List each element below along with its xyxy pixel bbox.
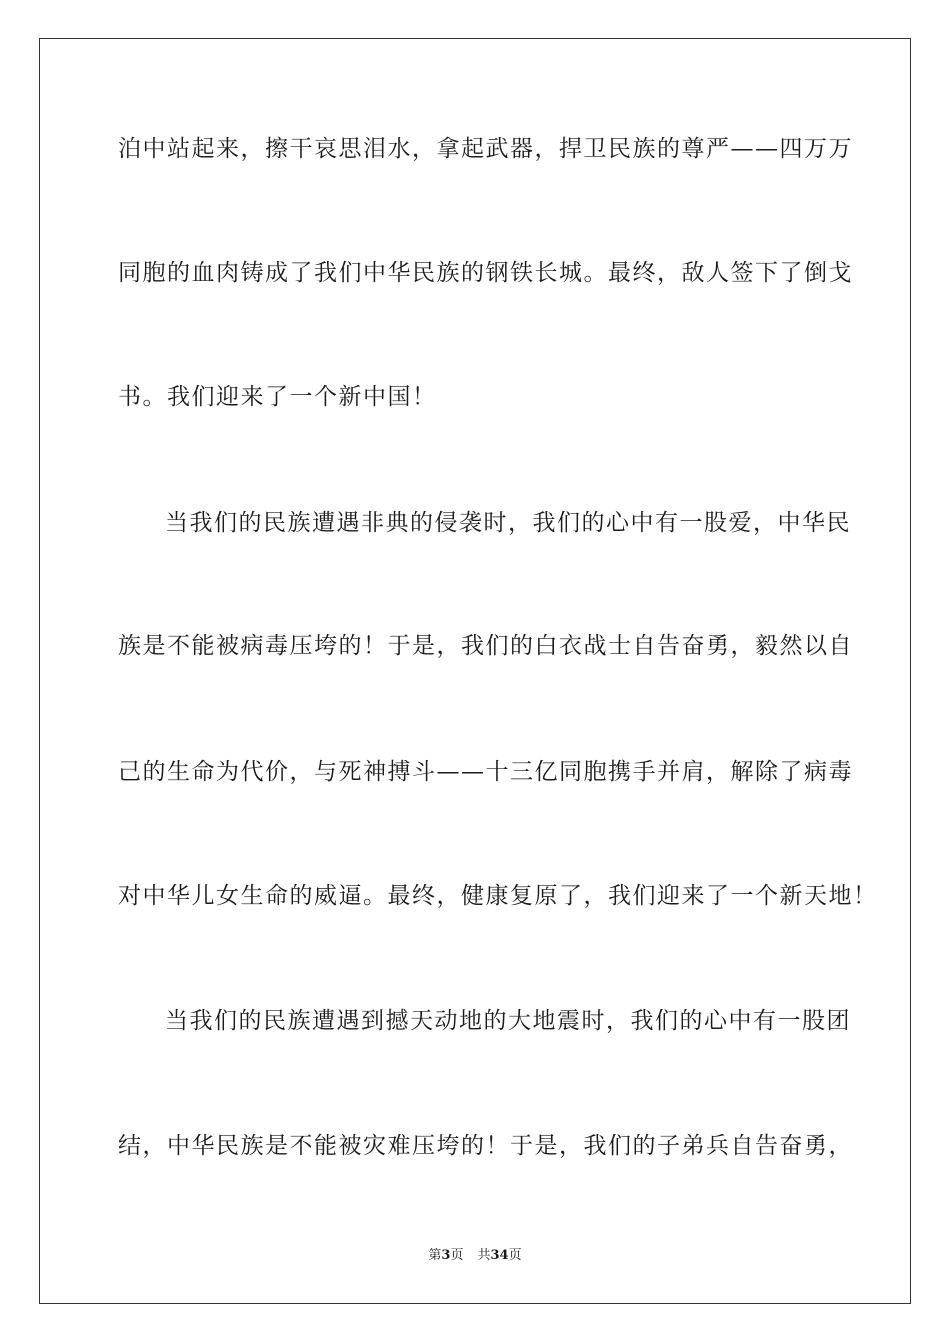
body-text-line: 泊中站起来，擦干哀思泪水，拿起武器，捍卫民族的尊严——四万万 [118, 136, 853, 162]
footer-page-number: 3 [441, 1248, 451, 1263]
body-text-line: 书。我们迎来了一个新中国！ [118, 384, 437, 410]
footer-total-prefix: 共 [477, 1248, 491, 1263]
body-text-line: 己的生命为代价，与死神搏斗——十三亿同胞携手并肩，解除了病毒 [118, 759, 853, 785]
footer-total-pages: 34 [490, 1248, 509, 1263]
page-border [39, 38, 911, 1304]
page-footer [0, 1247, 950, 1265]
body-text-line: 对中华儿女生命的威逼。最终，健康复原了，我们迎来了一个新天地！ [118, 883, 878, 909]
body-text-line: 结，中华民族是不能被灾难压垮的！于是，我们的子弟兵自告奋勇， [118, 1133, 853, 1159]
footer-page-suffix: 页 [450, 1248, 464, 1263]
footer-page-prefix: 第 [428, 1248, 442, 1263]
paragraph-first-line: 当我们的民族遭遇非典的侵袭时，我们的心中有一股爱，中华民 [165, 510, 851, 536]
footer-total-suffix: 页 [508, 1248, 522, 1263]
body-text-line: 同胞的血肉铸成了我们中华民族的钢铁长城。最终，敌人签下了倒戈 [118, 260, 853, 286]
body-text-line: 族是不能被病毒压垮的！于是，我们的白衣战士自告奋勇，毅然以自 [118, 633, 853, 659]
paragraph-first-line: 当我们的民族遭遇到撼天动地的大地震时，我们的心中有一股团 [165, 1008, 851, 1034]
